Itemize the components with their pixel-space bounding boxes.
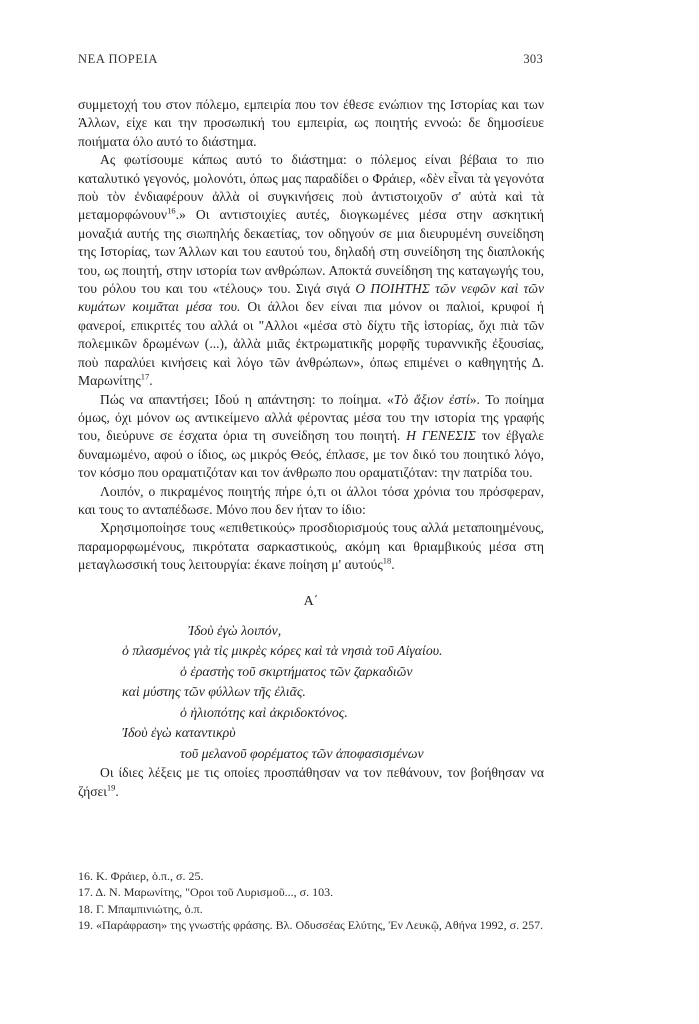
- paragraph-5: [78, 519, 544, 574]
- paragraph-text: Ας φωτίσουμε κάπως αυτό το διάστημα: ο πόλεμος είναι βέβαια το πιο καταλυτικό γεγονός, μολονότι, όπως μας παραδίδει ο Φράιερ, «δὲν εἶναι τὰ γεγονότα ποὺ τὸν ἐνδιαφέρουν ἀλλὰ οἱ συγκινήσεις ποὺ ἀντιστοιχοῦν σ' αὐτὰ καὶ τὰ μεταμορφώνουν: [78, 152, 544, 223]
- footnotes: [78, 868, 548, 934]
- running-title: ΝΕΑ ΠΟΡΕΙΑ: [78, 52, 158, 66]
- paragraph-3: [78, 391, 544, 483]
- paragraph-text: Πώς να απαντήσει; Ιδού η απάντηση: το ποίημα. «: [100, 391, 394, 407]
- section-mark: Α΄: [303, 593, 319, 609]
- footnote-ref-19: 19: [106, 782, 116, 793]
- poem-line: καὶ μύστης τῶν φύλλων τῆς ἐλιᾶς.: [122, 684, 306, 700]
- footnote-19: 19. «Παράφραση» της γνωστής φράσης. Βλ. Οδυσσέας Ελύτης, Ἐν Λευκῷ, Αθήνα 1992, σ. 257.: [78, 918, 544, 933]
- poem-quote: [78, 621, 544, 765]
- footnote-ref-17: 17: [140, 371, 150, 382]
- paragraph-2: [78, 151, 544, 390]
- paragraph-text: ». Το ποίημα όμως, όχι μόνον ως αντικείμενο αλλά φέροντας μέσα του την ιστορία της γραφής του, διεύρυνε σε έσχατα όρια τη συνείδηση του ποιητή.: [78, 391, 544, 444]
- italic-title: Η ΓΕΝΕΣΙΣ: [406, 428, 476, 444]
- footnote-17: 17. Δ. Ν. Μαρωνίτης, "Οροι τοῦ Λυρισμοῦ..., σ. 103.: [78, 885, 334, 900]
- poem-line: ὁ πλασμένος γιὰ τὶς μικρὲς κόρες καὶ τὰ νησιὰ τοῦ Αἰγαίου.: [122, 643, 443, 659]
- paragraph-text: τον έβγαλε δυναμωμένο, αφού ο ίδιος, ως μικρός Θεός, έπλασε, με τον δικό του ποιητικό λόγο, τον κόσμο που οραματιζόταν και τον άνθρωπο που οραματιζόταν: την πατρίδα του.: [78, 428, 545, 481]
- paragraph-text: .» Οι αντιστοιχίες αυτές, διογκωμένες μέσα στην ασκητική μοναξιά αυτής της σιωπηλής δεκαετίας, τον οδηγούν σε μια διευρυμένη συνείδηση της Ιστορίας, των Άλλων και του εαυτού του, δηλαδή στη συνείδηση της διαπλοκής του, ως ποιητή, στην ιστορία των ανθρώπων. Αποκτά συνείδηση της καταγωγής του, του ρόλου του και του «τέλους» του. Σιγά σιγά: [78, 207, 544, 297]
- italic-title: Ο ΠΟΙΗΤΗΣ τῶν νεφῶν καὶ τῶν κυμάτων κοιμᾶται μέσα του.: [78, 281, 545, 315]
- main-text: [78, 96, 544, 801]
- footnote-18: 18. Γ. Μπαμπινιώτης, ὁ.π.: [78, 901, 203, 916]
- page-header: [78, 52, 543, 70]
- paragraph-text: .: [391, 557, 395, 573]
- poem-line: τοῦ μελανοῦ φορέματος τῶν ἀποφασισμένων: [180, 745, 424, 761]
- paragraph-text: Οι ίδιες λέξεις με τις οποίες προσπάθησαν να τον πεθάνουν, τον βοήθησαν να ζήσει: [78, 765, 544, 799]
- paragraph-text: .: [115, 783, 119, 799]
- poem-line: ὁ ἡλιοπότης καὶ ἀκριδοκτόνος.: [180, 704, 348, 720]
- italic-title: Τὸ ἄξιον ἐστί: [393, 391, 470, 407]
- paragraph-1: συμμετοχή του στον πόλεμο, εμπειρία που τον έθεσε ενώπιον της Ιστορίας και των Άλλων, είχε και την προσωπική του εμπειρία, ως ποιητής εννοώ: δε δημοσίευε ποιήματα όλο αυτό το διάστημα.: [78, 97, 544, 149]
- footnote-ref-18: 18: [382, 555, 392, 566]
- paragraph-text: Χρησιμοποίησε τους «επιθετικούς» προσδιορισμούς τους αλλά μεταποιημένους, παραμορφωμένους, πικρότατα σαρκαστικούς, ακόμη και θριαμβικούς μέσα στη μεταγλωσσική τους λειτουργία: έκανε ποίηση μ' αυτούς: [78, 520, 544, 573]
- paragraph-text: Οι άλλοι δεν είναι πια μόνον οι παλιοί, κρυφοί ή φανεροί, επικριτές του αλλά οι "Αλλοι «μέσα στὸ δίχτυ τῆς ἱστορίας, ὄχι πιὰ τῶν πολεμικῶν δρωμένων (...), ἀλλὰ μιᾶς ἐκτρωματικῆς μορφῆς τυραννικῆς ἐξουσίας, ποὺ παραλύει κινήσεις καὶ λόγο τῶν ἀνθρώπων», όπως επιμένει ο καθηγητής Δ. Μαρωνίτης: [78, 299, 544, 389]
- poem-line: Ἰδοὺ ἐγὼ λοιπόν,: [188, 622, 282, 638]
- paragraph-text: .: [149, 373, 153, 389]
- page-number: 303: [523, 52, 543, 66]
- poem-line: Ἰδοὺ ἐγὼ καταντικρὺ: [122, 725, 236, 741]
- poem-line: ὁ ἐραστὴς τοῦ σκιρτήματος τῶν ζαρκαδιῶν: [180, 663, 413, 679]
- footnote-ref-16: 16: [167, 205, 176, 216]
- paragraph-4: Λοιπόν, ο πικραμένος ποιητής πήρε ό,τι οι άλλοι τόσα χρόνια του πρόσφεραν, και τους το ανταπέδωσε. Μόνο που δεν ήταν το ίδιο:: [78, 483, 544, 517]
- footnote-16: 16. Κ. Φράιερ, ὁ.π., σ. 25.: [78, 869, 204, 883]
- paragraph-6: [78, 764, 544, 801]
